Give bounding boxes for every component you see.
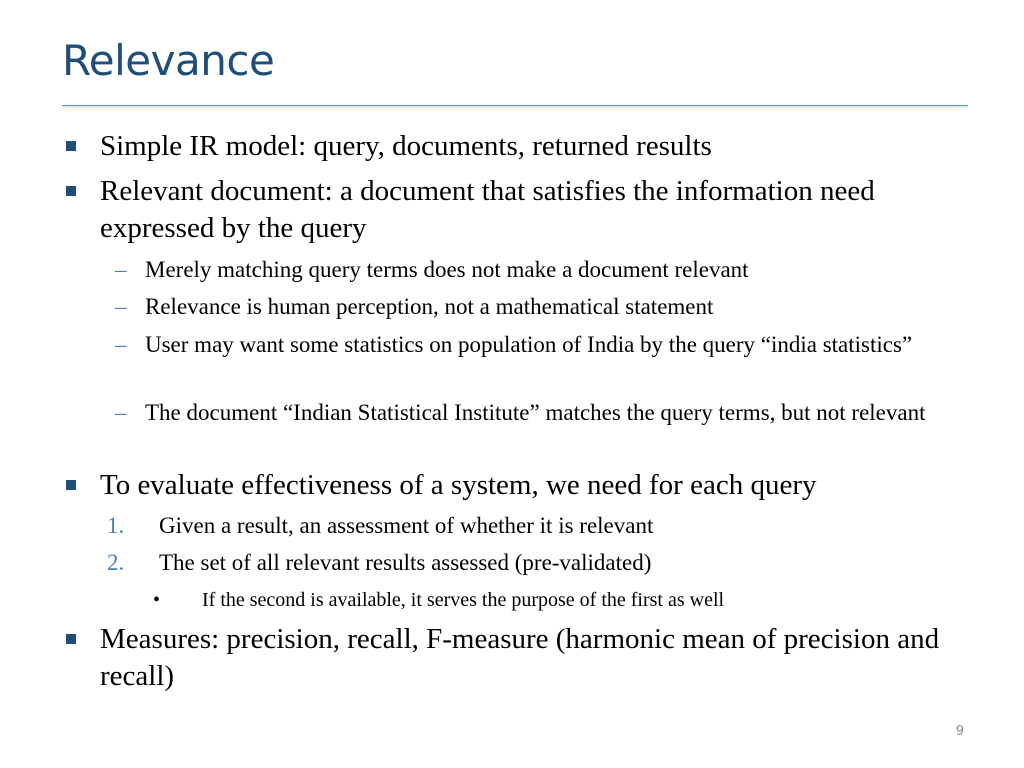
sub-bullet-text: The document “Indian Statistical Institute” matches the query terms, but not relevant — [145, 400, 926, 425]
dot-bullet-icon: • — [153, 589, 161, 611]
sub-bullet-item — [115, 330, 935, 360]
numbered-item — [107, 511, 939, 541]
dash-bullet-icon: – — [115, 332, 127, 357]
sub-bullet-item — [115, 255, 935, 285]
square-bullet-icon — [66, 634, 76, 644]
sub-bullet-item — [115, 398, 935, 428]
dash-bullet-icon: – — [115, 294, 127, 319]
title-divider-shadow — [62, 106, 968, 110]
bullet-text: Measures: precision, recall, F-measure (harmonic mean of precision and recall) — [100, 623, 940, 692]
numbered-item-text: The set of all relevant results assessed (pre-validated) — [159, 550, 652, 575]
bullet-item — [100, 621, 960, 695]
square-bullet-icon — [66, 186, 76, 196]
bullet-text: To evaluate effectiveness of a system, we need for each query — [100, 469, 817, 501]
bullet-item — [100, 173, 960, 247]
bullet-text: Simple IR model: query, documents, returned results — [100, 130, 712, 162]
square-bullet-icon — [66, 141, 76, 151]
sub-bullet-text: User may want some statistics on population of India by the query “india statistics” — [145, 332, 913, 357]
sub-bullet-text: Merely matching query terms does not make a document relevant — [145, 257, 749, 282]
dash-bullet-icon: – — [115, 400, 127, 425]
slide-title: Relevance — [62, 36, 275, 85]
sub-bullet-text: Relevance is human perception, not a mathematical statement — [145, 294, 714, 319]
dash-bullet-icon: – — [115, 257, 127, 282]
item-number: 1. — [107, 513, 125, 538]
bullet-item — [100, 128, 960, 165]
numbered-item — [107, 548, 939, 578]
sub-bullet-item — [115, 292, 935, 322]
bullet-item — [100, 467, 960, 504]
square-bullet-icon — [66, 480, 76, 490]
page-number: 9 — [955, 724, 964, 739]
sub-sub-bullet-item — [153, 587, 922, 613]
sub-sub-bullet-text: If the second is available, it serves the purpose of the first as well — [202, 589, 725, 611]
item-number: 2. — [107, 550, 125, 575]
numbered-item-text: Given a result, an assessment of whether it is relevant — [159, 513, 654, 538]
bullet-text: Relevant document: a document that satisfies the information need expressed by the query — [100, 175, 875, 244]
